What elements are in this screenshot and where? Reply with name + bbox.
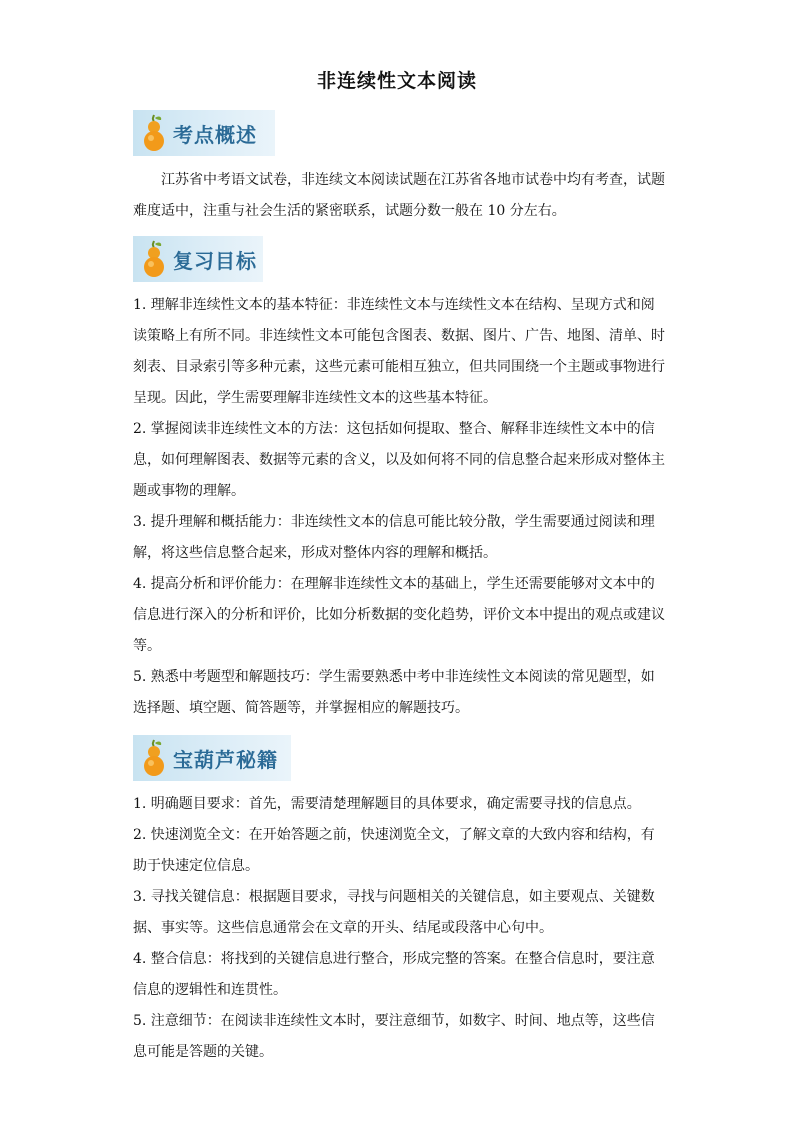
text-line: 5. 注意细节：在阅读非连续性文本时，要注意细节，如数字、时间、地点等，这些信 bbox=[133, 1013, 655, 1029]
section-header-overview bbox=[133, 110, 275, 156]
text-line: 难度适中，注重与社会生活的紧密联系，试题分数一般在 10 分左右。 bbox=[133, 203, 566, 219]
text-line: 3. 寻找关键信息：根据题目要求，寻找与问题相关的关键信息，如主要观点、关键数 bbox=[133, 889, 655, 905]
goal-item-5 bbox=[133, 662, 661, 724]
goal-item-3 bbox=[133, 507, 661, 569]
text-line: 息可能是答题的关键。 bbox=[133, 1044, 273, 1060]
tip-item-2 bbox=[133, 820, 661, 882]
section-heading: 复习目标 bbox=[173, 248, 257, 273]
tip-item-3 bbox=[133, 882, 661, 944]
text-line: 助于快速定位信息。 bbox=[133, 858, 259, 874]
section-header-goals bbox=[133, 236, 263, 282]
text-line: 3. 提升理解和概括能力：非连续性文本的信息可能比较分散，学生需要通过阅读和理 bbox=[133, 514, 655, 530]
document-title: 非连续性文本阅读 bbox=[316, 70, 477, 92]
text-line: 息，如何理解图表、数据等元素的含义，以及如何将不同的信息整合起来形成对整体主 bbox=[133, 452, 665, 468]
text-line: 呈现。因此，学生需要理解非连续性文本的这些基本特征。 bbox=[133, 390, 497, 406]
section-heading: 考点概述 bbox=[173, 122, 257, 147]
text-line: 4. 提高分析和评价能力：在理解非连续性文本的基础上，学生还需要能够对文本中的 bbox=[133, 576, 655, 592]
goal-item-2 bbox=[133, 414, 665, 507]
text-line: 读策略上有所不同。非连续性文本可能包含图表、数据、图片、广告、地图、清单、时 bbox=[133, 328, 665, 344]
tip-item-1 bbox=[133, 789, 661, 820]
text-line: 等。 bbox=[133, 638, 161, 654]
text-line: 江苏省中考语文试卷，非连续文本阅读试题在江苏省各地市试卷中均有考查，试题 bbox=[133, 172, 665, 188]
text-line: 题或事物的理解。 bbox=[133, 483, 245, 499]
text-line: 2. 快速浏览全文：在开始答题之前，快速浏览全文，了解文章的大致内容和结构，有 bbox=[133, 827, 655, 843]
goal-item-1 bbox=[133, 290, 665, 414]
text-line: 1. 理解非连续性文本的基本特征：非连续性文本与连续性文本在结构、呈现方式和阅 bbox=[133, 297, 655, 313]
text-line: 5. 熟悉中考题型和解题技巧：学生需要熟悉中考中非连续性文本阅读的常见题型，如 bbox=[133, 669, 655, 685]
tip-item-5 bbox=[133, 1006, 661, 1068]
section-heading: 宝葫芦秘籍 bbox=[173, 747, 278, 772]
text-line: 解，将这些信息整合起来，形成对整体内容的理解和概括。 bbox=[133, 545, 497, 561]
text-line: 信息的逻辑性和连贯性。 bbox=[133, 982, 287, 998]
text-line: 选择题、填空题、简答题等，并掌握相应的解题技巧。 bbox=[133, 700, 469, 716]
gourd-icon bbox=[139, 239, 169, 279]
text-line: 信息进行深入的分析和评价，比如分析数据的变化趋势，评价文本中提出的观点或建议 bbox=[133, 607, 665, 623]
text-line: 2. 掌握阅读非连续性文本的方法：这包括如何提取、整合、解释非连续性文本中的信 bbox=[133, 421, 655, 437]
text-line: 据、事实等。这些信息通常会在文章的开头、结尾或段落中心句中。 bbox=[133, 920, 553, 936]
text-line: 1. 明确题目要求：首先，需要清楚理解题目的具体要求，确定需要寻找的信息点。 bbox=[133, 796, 641, 812]
overview-paragraph bbox=[133, 165, 665, 227]
gourd-icon bbox=[139, 113, 169, 153]
text-line: 刻表、目录索引等多种元素，这些元素可能相互独立，但共同围绕一个主题或事物进行 bbox=[133, 359, 665, 375]
tip-item-4 bbox=[133, 944, 661, 1006]
gourd-icon bbox=[139, 738, 169, 778]
text-line: 4. 整合信息：将找到的关键信息进行整合，形成完整的答案。在整合信息时，要注意 bbox=[133, 951, 655, 967]
goal-item-4 bbox=[133, 569, 665, 662]
section-header-tips bbox=[133, 735, 291, 781]
